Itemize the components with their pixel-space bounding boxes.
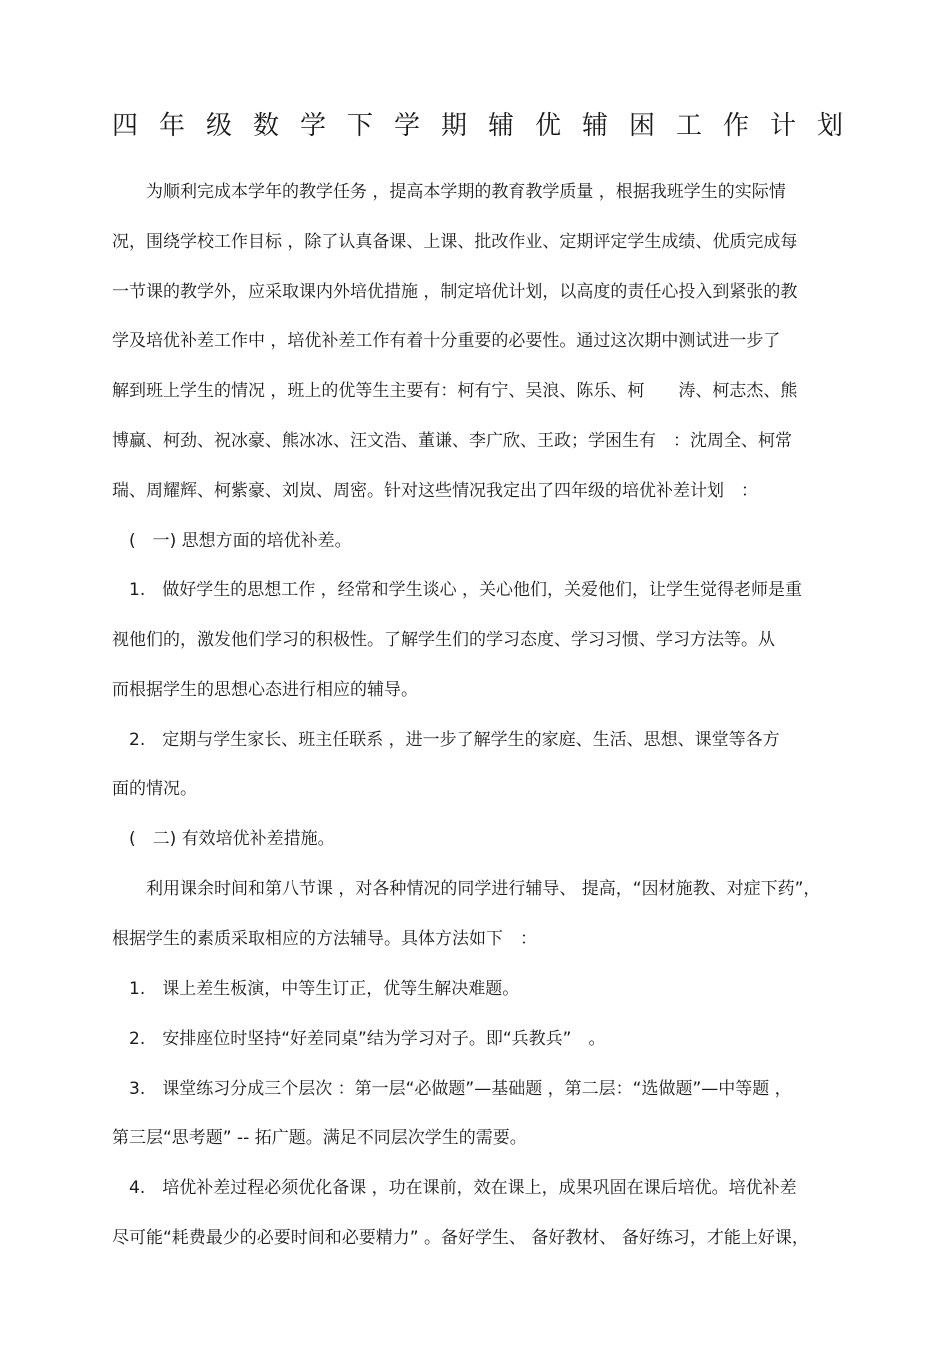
- section-heading: ( 二) 有效培优补差措施。: [112, 829, 335, 849]
- paragraph-line: 为顺利完成本学年的教学任务 ，提高本学期的教育教学质量 ，根据我班学生的实际情: [112, 182, 786, 202]
- paragraph-line: 一节课的教学外，应采取课内外培优措施 ，制定培优计划，以高度的责任心投入到紧张的教: [112, 282, 798, 302]
- list-item: 2. 定期与学生家长、班主任联系 ，进一步了解学生的家庭、生活、思想、课堂等各方: [112, 730, 780, 750]
- list-item: 1. 做好学生的思想工作 ，经常和学生谈心 ，关心他们，关爱他们，让学生觉得老师是重: [112, 580, 803, 600]
- paragraph-line: 况，围绕学校工作目标 ，除了认真备课、上课、批改作业、定期评定学生成绩、优质完成每: [112, 232, 798, 252]
- document-title: 四年级数学下学期辅优辅困工作计划: [112, 111, 865, 141]
- list-item: 1. 课上差生板演，中等生订正，优等生解决难题。: [112, 979, 520, 999]
- paragraph-line: 根据学生的素质采取相应的方法辅导。具体方法如下 ：: [112, 929, 537, 949]
- paragraph-line: 瑞、周耀辉、柯紫豪、刘岚、周密。针对这些情况我定出了四年级的培优补差计划 ：: [112, 481, 758, 501]
- paragraph-line: 第三层“思考题” -- 拓广题。满足不同层次学生的需要。: [112, 1128, 527, 1148]
- paragraph-line: 面的情况。: [112, 779, 197, 799]
- paragraph-line: 解到班上学生的情况 ，班上的优等生主要有：柯有宁、吴浪、陈乐、柯 涛、柯志杰、熊: [112, 381, 798, 401]
- paragraph-line: 视他们的，激发他们学习的积极性。了解学生们的学习态度、学习习惯、学习方法等。从: [112, 630, 775, 650]
- paragraph-line: 而根据学生的思想心态进行相应的辅导。: [112, 680, 418, 700]
- section-heading: ( 一) 思想方面的培优补差。: [112, 531, 352, 551]
- paragraph-line: 学及培优补差工作中 ，培优补差工作有着十分重要的必要性。通过这次期中测试进一步了: [112, 331, 781, 351]
- list-item: 2. 安排座位时坚持“好差同桌”结为学习对子。即“兵教兵” 。: [112, 1029, 606, 1049]
- paragraph-line: 利用课余时间和第八节课 ，对各种情况的同学进行辅导、 提高，“因材施教、对症下药”，: [112, 879, 821, 899]
- list-item: 4. 培优补差过程必须优化备课 ，功在课前，效在课上，成果巩固在课后培优。培优补差: [112, 1178, 797, 1198]
- list-item: 3. 课堂练习分成三个层次 ：第一层“必做题”—基础题 ，第二层：“选做题”—中等题 ，: [112, 1079, 792, 1099]
- paragraph-line: 尽可能“耗费最少的必要时间和必要精力” 。备好学生、 备好教材、 备好练习，才能上好课，: [112, 1228, 809, 1248]
- paragraph-line: 博赢、柯劲、祝冰豪、熊冰冰、汪文浩、董谦、李广欣、王政；学困生有 ：沈周全、柯常: [112, 431, 792, 451]
